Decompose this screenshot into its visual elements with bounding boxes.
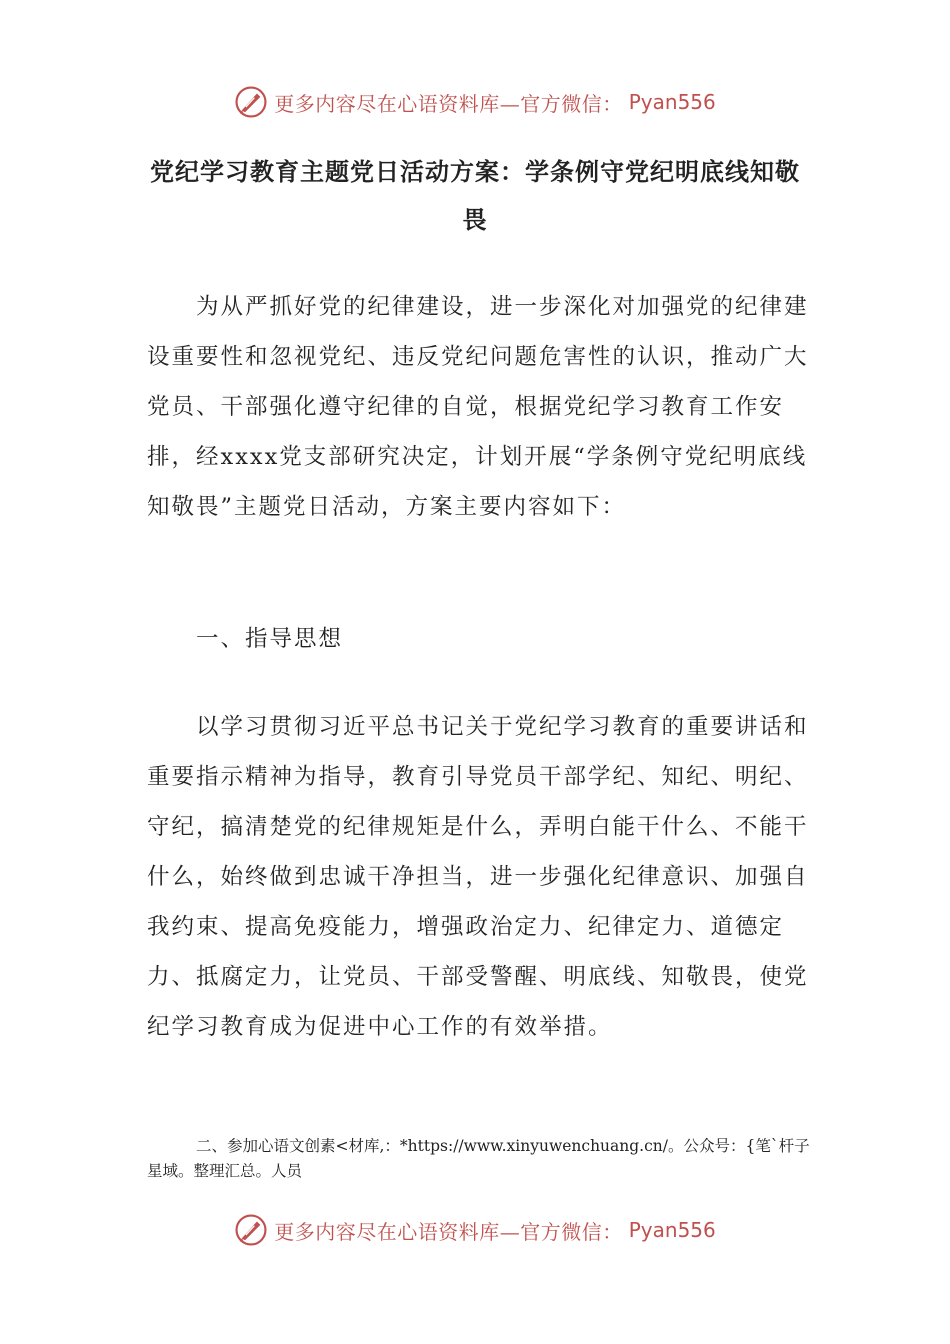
footer-banner xyxy=(0,1210,950,1250)
banner-wechat-id: Pyan556 xyxy=(628,90,716,114)
section2-participants-line: 二、参加心语文创素<材库,：*https://www.xinyuwenchuang.cn/。公众号：{笔`杆子星域。整理汇总。人员 xyxy=(147,1137,810,1180)
header-banner xyxy=(0,82,950,122)
guiding-ideology-paragraph: 以学习贯彻习近平总书记关于党纪学习教育的重要讲话和重要指示精神为指导，教育引导党员干部学纪、知纪、明纪、守纪，搞清楚党的纪律规矩是什么，弄明白能干什么、不能干什么，始终做到忠诚干净担当，进一步强化纪律意识、加强自我约束、提高免疫能力，增强政治定力、纪律定力、道德定力、抵腐定力，让党员、干部受警醒、明底线、知敬畏，使党纪学习教育成为促进中心工作的有效举措。 xyxy=(147,714,809,1040)
pen-nib-logo-icon xyxy=(234,85,268,119)
document-title: 党纪学习教育主题党日活动方案：学条例守党纪明底线知敬畏 xyxy=(150,157,800,234)
intro-paragraph: 为从严抓好党的纪律建设，进一步深化对加强党的纪律建设重要性和忽视党纪、违反党纪问题危害性的认识，推动广大党员、干部强化遵守纪律的自觉，根据党纪学习教育工作安排，经xxxx党支部研究决定，计划开展“学条例守党纪明底线知敬畏”主题党日活动，方案主要内容如下： xyxy=(147,294,809,520)
section-heading-guiding-ideology: 一、指导思想 xyxy=(196,626,344,652)
banner-text: 更多内容尽在心语资料库—官方微信： xyxy=(274,91,623,116)
pen-nib-logo-icon xyxy=(234,1213,268,1247)
banner-text: 更多内容尽在心语资料库—官方微信： xyxy=(274,1219,623,1244)
banner-wechat-id: Pyan556 xyxy=(628,1218,716,1242)
